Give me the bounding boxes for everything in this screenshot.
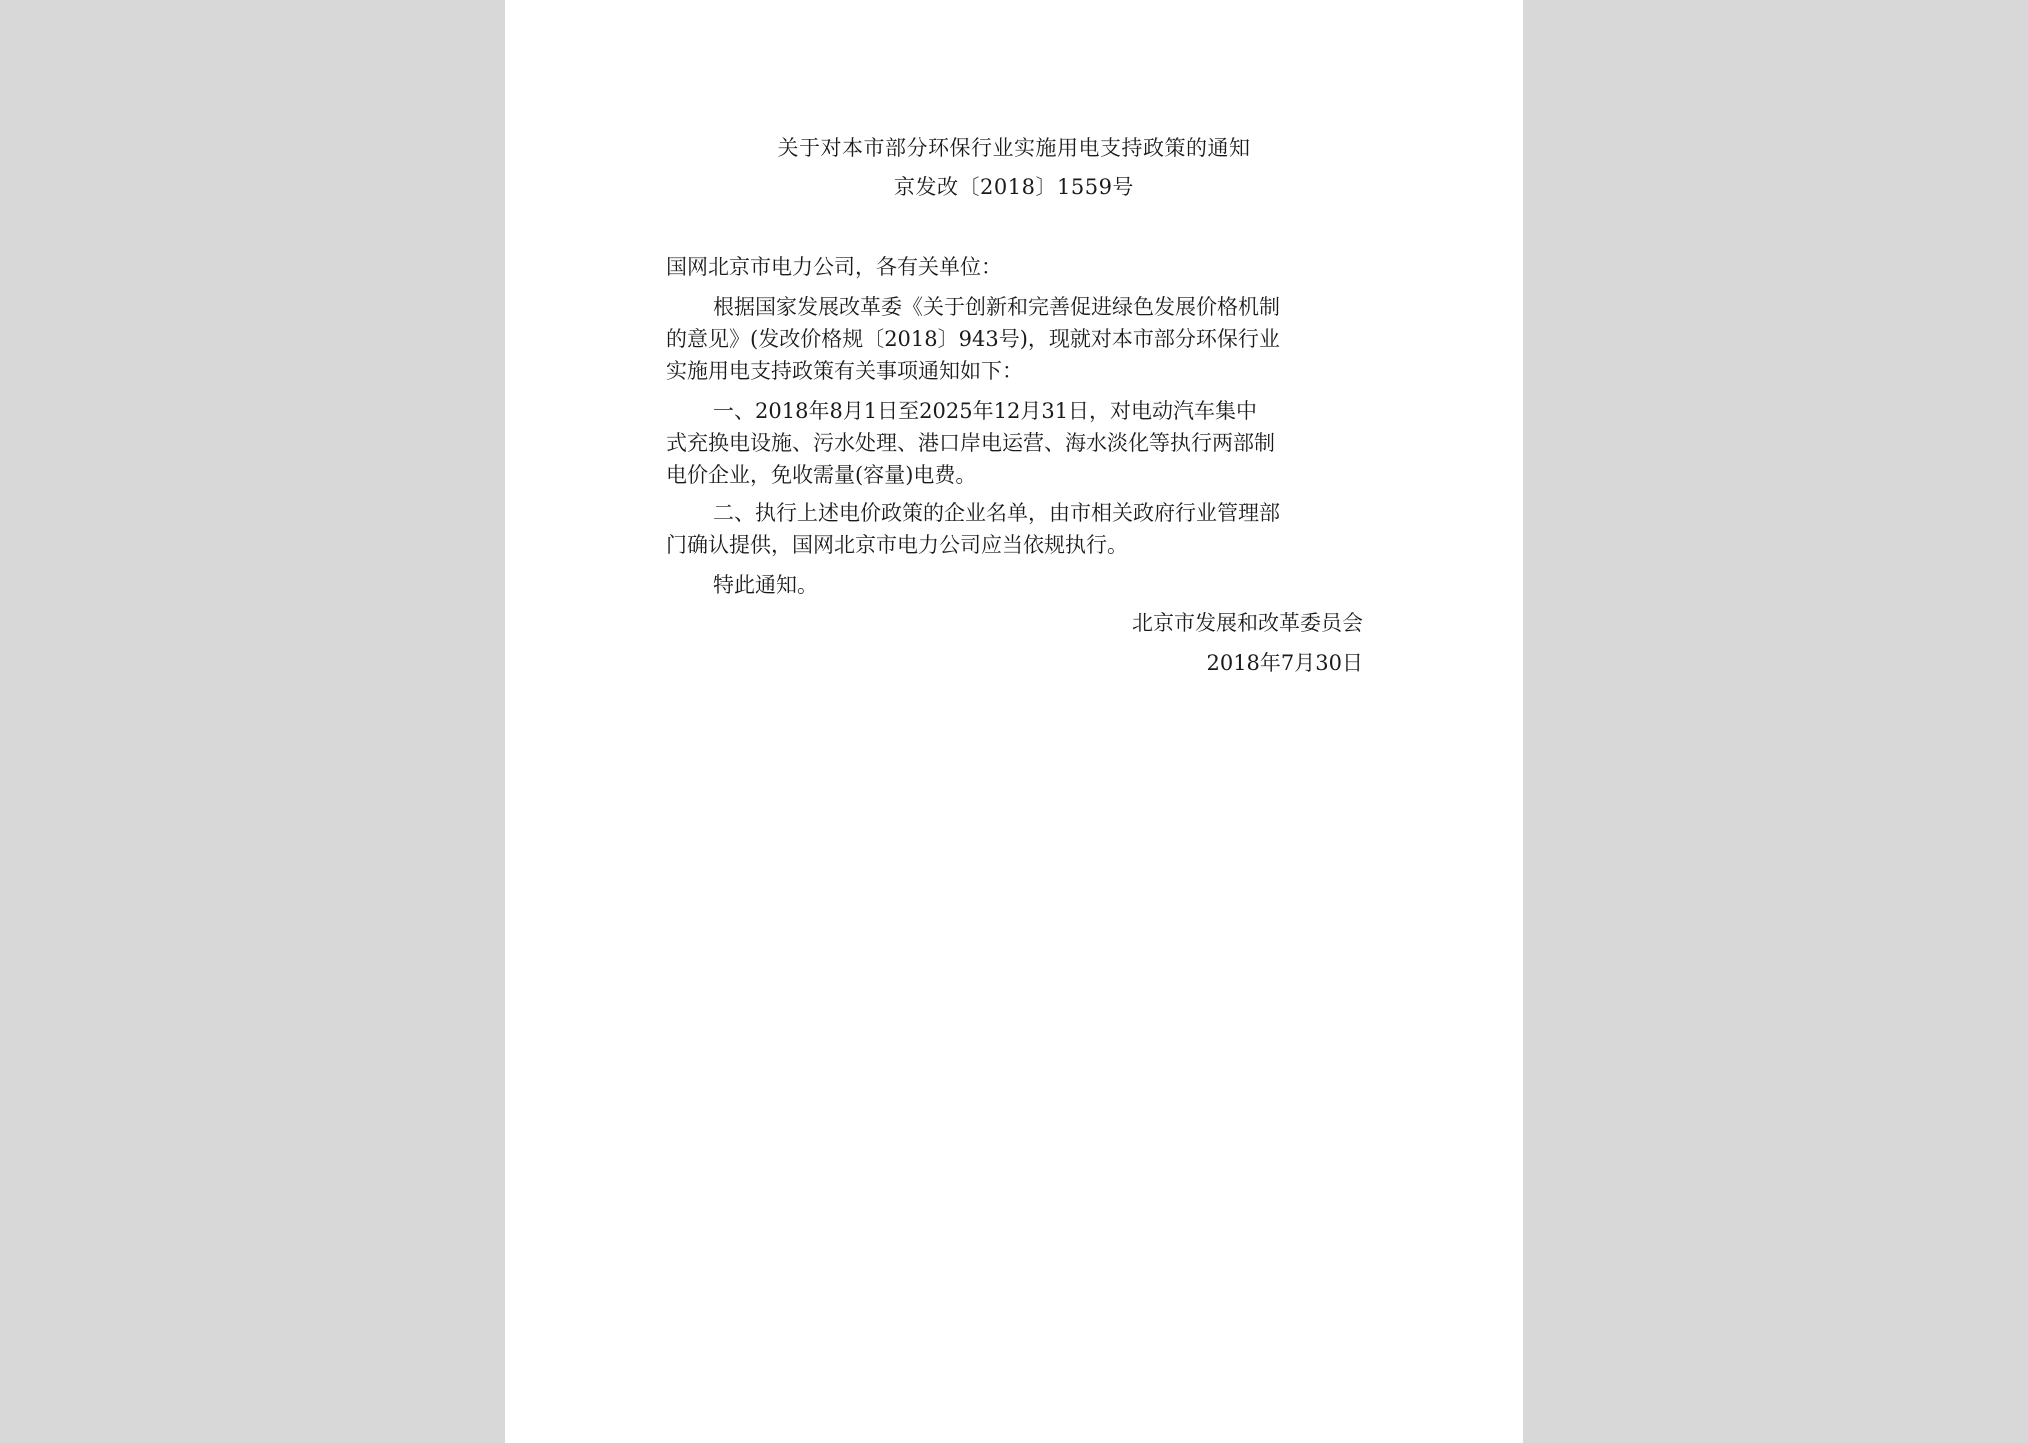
para1-line2: 的意见》(发改价格规〔2018〕943号)，现就对本市部分环保行业 (666, 327, 1280, 351)
para1-line1: 根据国家发展改革委《关于创新和完善促进绿色发展价格机制 (713, 295, 1280, 319)
para2-line1: 一、2018年8月1日至2025年12月31日，对电动汽车集中 (713, 399, 1258, 423)
para1-line3: 实施用电支持政策有关事项通知如下： (666, 359, 1023, 383)
para2-line3: 电价企业，免收需量(容量)电费。 (666, 463, 977, 487)
issue-date: 2018年7月30日 (1206, 651, 1363, 675)
issuer-signature: 北京市发展和改革委员会 (1132, 611, 1363, 635)
document-title: 关于对本市部分环保行业实施用电支持政策的通知 (777, 136, 1251, 160)
addressee: 国网北京市电力公司，各有关单位： (666, 255, 1002, 279)
closing-text: 特此通知。 (713, 573, 818, 597)
document-page (505, 0, 1523, 1443)
document-number: 京发改〔2018〕1559号 (894, 175, 1134, 199)
para3-line2: 门确认提供，国网北京市电力公司应当依规执行。 (666, 533, 1128, 557)
para3-line1: 二、执行上述电价政策的企业名单，由市相关政府行业管理部 (713, 501, 1280, 525)
para2-line2: 式充换电设施、污水处理、港口岸电运营、海水淡化等执行两部制 (666, 431, 1275, 455)
